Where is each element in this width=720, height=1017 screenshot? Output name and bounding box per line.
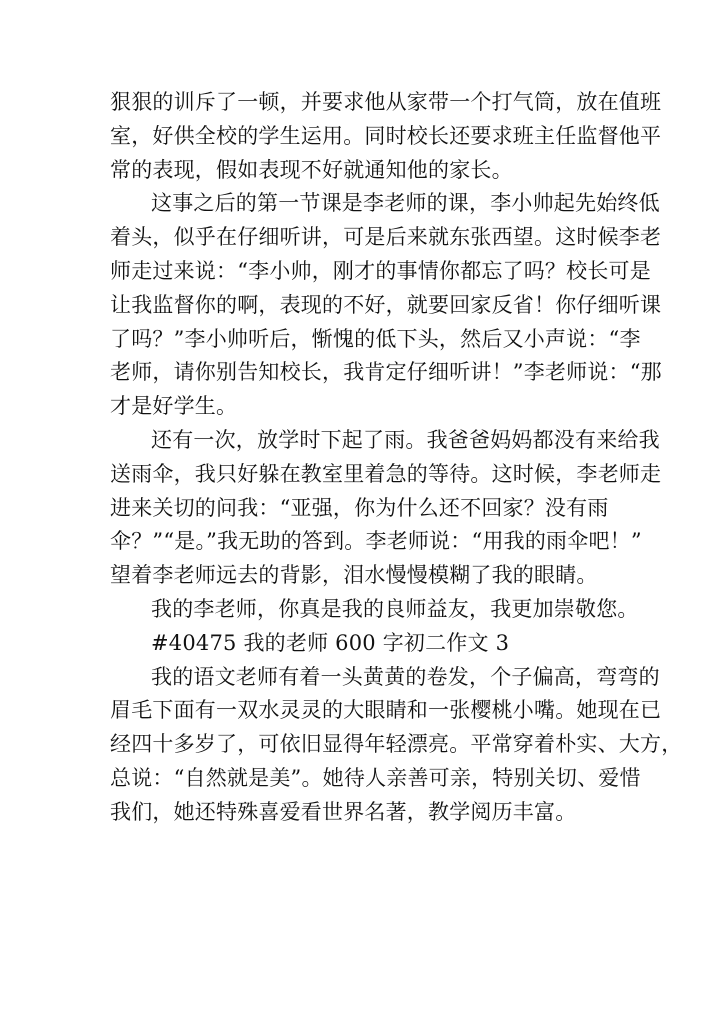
text-line: 师走过来说：“李小帅，刚才的事情你都忘了吗？校长可是 (110, 258, 651, 283)
section-heading: #40475 我的老师 600 字初二作文 3 (151, 630, 510, 655)
text-line: 狠狠的训斥了一顿，并要求他从家带一个打气筒，放在值班 (110, 90, 662, 114)
document-body (110, 86, 683, 830)
paragraph-start-line: 还有一次，放学时下起了雨。我爸爸妈妈都没有来给我 (151, 427, 660, 452)
text-line: 让我监督你的啊，表现的不好，就要回家反省！你仔细听课 (110, 292, 662, 317)
text-line: 室，好供全校的学生运用。同时校长还要求班主任监督他平 (110, 123, 662, 148)
text-line: 望着李老师远去的背影，泪水慢慢模糊了我的眼睛。 (110, 563, 598, 588)
text-line: 眉毛下面有一双水灵灵的大眼睛和一张樱桃小嘴。她现在已 (110, 698, 662, 723)
text-line: 我们，她还特殊喜爱看世界名著，教学阅历丰富。 (110, 799, 577, 824)
text-line: 伞？”“是。”我无助的答到。李老师说：“用我的雨伞吧！” (110, 529, 642, 554)
text-line: 总说：“自然就是美”。她待人亲善可亲，特别关切、爱惜 (110, 765, 641, 790)
text-line: 了吗？”李小帅听后，惭愧的低下头，然后又小声说：“李 (110, 326, 641, 351)
text-line: 着头，似乎在仔细听讲，可是后来就东张西望。这时候李老 (110, 225, 662, 250)
paragraph-start-line: 我的李老师，你真是我的良师益友，我更加崇敬您。 (151, 596, 639, 621)
text-line: 才是好学生。 (110, 394, 238, 419)
text-line: 老师，请你别告知校长，我肯定仔细听讲！”李老师说：“那 (110, 360, 662, 385)
text-line: 进来关切的问我：“亚强，你为什么还不回家？没有雨 (110, 495, 609, 520)
text-line: 经四十多岁了，可依旧显得年轻漂亮。平常穿着朴实、大方， (110, 732, 683, 757)
paragraph-start-line: 这事之后的第一节课是李老师的课，李小帅起先始终低 (151, 191, 660, 216)
text-line: 常的表现，假如表现不好就通知他的家长。 (110, 157, 513, 182)
paragraph-start-line: 我的语文老师有着一头黄黄的卷发，个子偏高，弯弯的 (151, 664, 660, 689)
text-line: 送雨伞，我只好躲在教室里着急的等待。这时候，李老师走 (110, 461, 662, 486)
